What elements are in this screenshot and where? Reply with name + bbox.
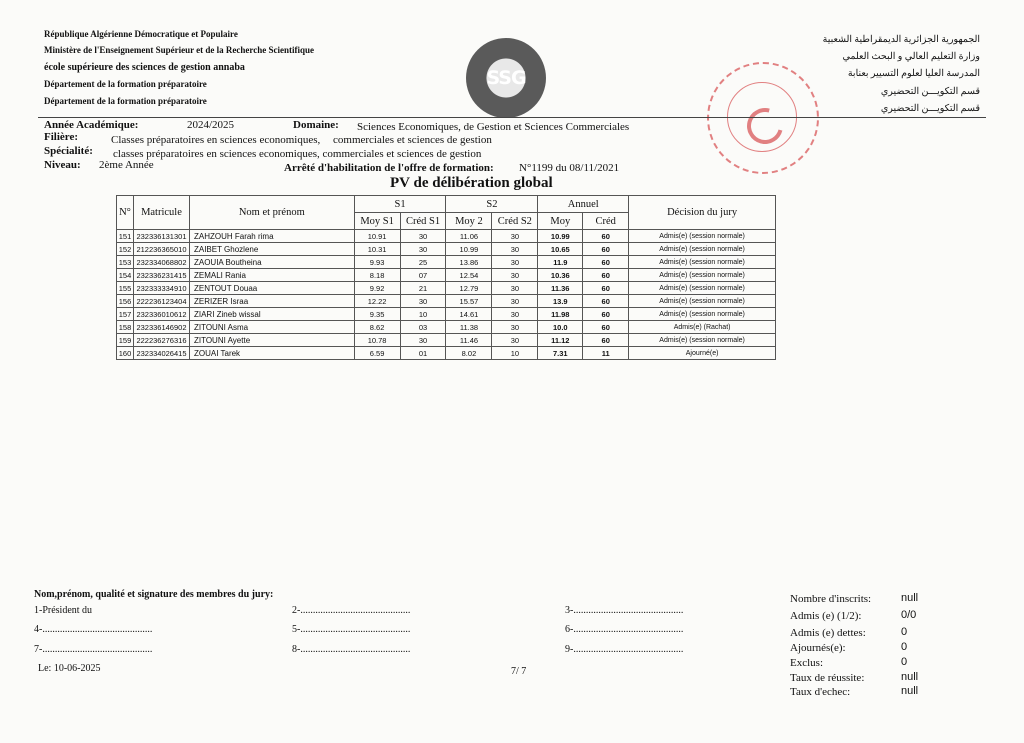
stat-value: null (901, 671, 919, 683)
cell-cred-s2: 30 (492, 230, 538, 243)
cell-moy-2: 11.38 (446, 321, 492, 334)
cell-name: ZAIBET Ghozlene (189, 243, 354, 256)
official-stamp (707, 62, 819, 174)
table-row (117, 243, 776, 256)
domaine-label: Domaine: (293, 119, 339, 131)
cell-moy-s1: 10.91 (354, 230, 400, 243)
cell-moy-2: 11.46 (446, 334, 492, 347)
table-body (117, 230, 776, 360)
cell-cred-s1: 03 (400, 321, 446, 334)
col-moy-s1: Moy S1 (354, 213, 400, 230)
cell-moy: 11.12 (538, 334, 583, 347)
domaine-value: Sciences Economiques, de Gestion et Sciences Commerciales (357, 121, 630, 133)
cell-moy: 13.9 (538, 295, 583, 308)
table-row (117, 347, 776, 360)
stat-label: Admis (e) (1/2): (790, 610, 862, 622)
cell-matricule: 222236123404 (133, 295, 189, 308)
cell-num: 152 (117, 243, 134, 256)
cell-moy: 10.65 (538, 243, 583, 256)
stat-value: null (901, 685, 919, 697)
cell-moy-s1: 9.93 (354, 256, 400, 269)
header-divider (38, 117, 986, 118)
cell-cred-s2: 30 (492, 243, 538, 256)
cell-cred: 60 (583, 334, 629, 347)
header-department-2: Département de la formation préparatoire (44, 96, 207, 106)
stat-label: Taux de réussite: (790, 672, 865, 684)
jury-member-8: 8-............................................ (292, 644, 411, 655)
page-number: 7/ 7 (511, 666, 527, 677)
cell-cred-s1: 21 (400, 282, 446, 295)
cell-num: 160 (117, 347, 134, 360)
jury-member-1: 1-Président du (34, 605, 93, 616)
cell-cred: 60 (583, 230, 629, 243)
cell-matricule: 232336010612 (133, 308, 189, 321)
jury-member-4: 4-............................................ (34, 624, 153, 635)
cell-cred-s2: 30 (492, 282, 538, 295)
table-row (117, 282, 776, 295)
cell-moy-2: 14.61 (446, 308, 492, 321)
cell-cred-s1: 10 (400, 308, 446, 321)
cell-name: ZENTOUT Douaa (189, 282, 354, 295)
table-row (117, 334, 776, 347)
cell-moy: 11.98 (538, 308, 583, 321)
stat-label: Admis (e) dettes: (790, 627, 866, 639)
jury-member-7: 7-............................................ (34, 644, 153, 655)
cell-num: 151 (117, 230, 134, 243)
cell-decision: Admis(e) (session normale) (629, 308, 776, 321)
domaine-continued: commerciales et sciences de gestion (333, 134, 492, 146)
cell-cred-s2: 30 (492, 334, 538, 347)
table-row (117, 295, 776, 308)
cell-decision: Admis(e) (session normale) (629, 256, 776, 269)
cell-matricule: 222236276316 (133, 334, 189, 347)
cell-name: ZEMALI Rania (189, 269, 354, 282)
cell-moy: 7.31 (538, 347, 583, 360)
stat-label: Exclus: (790, 657, 823, 669)
jury-title: Nom,prénom, qualité et signature des membres du jury: (34, 589, 274, 600)
cell-name: ZITOUNI Ayette (189, 334, 354, 347)
cell-cred-s1: 30 (400, 243, 446, 256)
stat-value: 0/0 (901, 609, 917, 621)
cell-decision: Admis(e) (Rachat) (629, 321, 776, 334)
col-cred: Créd (583, 213, 629, 230)
cell-moy-2: 15.57 (446, 295, 492, 308)
cell-cred-s2: 10 (492, 347, 538, 360)
cell-cred-s2: 30 (492, 308, 538, 321)
col-decision: Décision du jury (629, 196, 776, 230)
header-republic-ar: الجمهورية الجزائرية الديمقراطية الشعبية (822, 35, 980, 45)
cell-num: 154 (117, 269, 134, 282)
specialite-label: Spécialité: (44, 145, 93, 157)
cell-moy-s1: 12.22 (354, 295, 400, 308)
cell-decision: Admis(e) (session normale) (629, 243, 776, 256)
header-ministry-ar: وزارة التعليم العالي و البحث العلمي (842, 52, 980, 62)
page-title: PV de délibération global (390, 175, 553, 191)
specialite-value: classes préparatoires en sciences economiques, commerciales et sciences de gestion (113, 148, 482, 160)
table-row (117, 256, 776, 269)
col-s1: S1 (354, 196, 446, 213)
table-row (117, 230, 776, 243)
stat-value: 0 (901, 641, 908, 653)
cell-moy-2: 11.06 (446, 230, 492, 243)
niveau-value: 2ème Année (99, 159, 154, 171)
jury-member-5: 5-............................................ (292, 624, 411, 635)
annee-label: Année Académique: (44, 119, 139, 131)
cell-cred: 11 (583, 347, 629, 360)
table-row (117, 308, 776, 321)
deliberation-table (116, 195, 776, 360)
cell-decision: Ajourné(e) (629, 347, 776, 360)
cell-cred: 60 (583, 295, 629, 308)
cell-cred: 60 (583, 282, 629, 295)
jury-member-6: 6-............................................ (565, 624, 684, 635)
document-date: Le: 10-06-2025 (38, 663, 101, 674)
cell-cred-s2: 30 (492, 321, 538, 334)
cell-num: 153 (117, 256, 134, 269)
cell-decision: Admis(e) (session normale) (629, 230, 776, 243)
cell-moy: 10.36 (538, 269, 583, 282)
header-department-ar: قسم التكويـــن التحضيري (880, 87, 980, 97)
cell-cred-s1: 30 (400, 295, 446, 308)
filiere-value: Classes préparatoires en sciences economiques, (111, 134, 321, 146)
school-logo (466, 38, 546, 118)
header-ministry: Ministère de l'Enseignement Supérieur et de la Recherche Scientifique (44, 45, 314, 55)
cell-name: ZIARI Zineb wissal (189, 308, 354, 321)
stat-value: null (901, 592, 919, 604)
cell-moy-2: 12.54 (446, 269, 492, 282)
cell-decision: Admis(e) (session normale) (629, 334, 776, 347)
cell-moy-s1: 9.35 (354, 308, 400, 321)
cell-name: ZOUAI Tarek (189, 347, 354, 360)
col-moy: Moy (538, 213, 583, 230)
cell-cred-s2: 30 (492, 256, 538, 269)
cell-matricule: 232334026415 (133, 347, 189, 360)
cell-moy-2: 8.02 (446, 347, 492, 360)
cell-num: 155 (117, 282, 134, 295)
jury-member-9: 9-............................................ (565, 644, 684, 655)
cell-matricule: 232336131301 (133, 230, 189, 243)
cell-moy-s1: 9.92 (354, 282, 400, 295)
cell-moy-s1: 6.59 (354, 347, 400, 360)
cell-matricule: 232334068802 (133, 256, 189, 269)
cell-cred: 60 (583, 243, 629, 256)
cell-decision: Admis(e) (session normale) (629, 269, 776, 282)
cell-name: ZAHZOUH Farah rima (189, 230, 354, 243)
col-cred-s2: Créd S2 (492, 213, 538, 230)
stat-label: Taux d'echec: (790, 686, 851, 698)
cell-name: ZITOUNI Asma (189, 321, 354, 334)
cell-moy-2: 13.86 (446, 256, 492, 269)
cell-num: 158 (117, 321, 134, 334)
col-cred-s1: Créd S1 (400, 213, 446, 230)
table-row (117, 269, 776, 282)
col-nom: Nom et prénom (189, 196, 354, 230)
cell-num: 157 (117, 308, 134, 321)
table-row (117, 321, 776, 334)
cell-cred-s1: 07 (400, 269, 446, 282)
cell-cred: 60 (583, 308, 629, 321)
cell-cred: 60 (583, 321, 629, 334)
col-s2: S2 (446, 196, 538, 213)
cell-name: ZERIZER Israa (189, 295, 354, 308)
cell-cred-s2: 30 (492, 295, 538, 308)
jury-member-3: 3-............................................ (565, 605, 684, 616)
arrete-value: N°1199 du 08/11/2021 (519, 162, 620, 174)
jury-member-2: 2-............................................ (292, 605, 411, 616)
cell-cred-s1: 25 (400, 256, 446, 269)
cell-moy-s1: 8.62 (354, 321, 400, 334)
cell-num: 156 (117, 295, 134, 308)
stat-label: Ajournés(e): (790, 642, 846, 654)
arrete-label: Arrêté d'habilitation de l'offre de formation: (284, 162, 494, 174)
cell-cred: 60 (583, 269, 629, 282)
cell-cred-s2: 30 (492, 269, 538, 282)
cell-matricule: 232336231415 (133, 269, 189, 282)
cell-moy-s1: 10.78 (354, 334, 400, 347)
stat-value: 0 (901, 656, 908, 668)
header-republic: République Algérienne Démocratique et Populaire (44, 29, 238, 39)
filiere-label: Filière: (44, 131, 78, 143)
cell-num: 159 (117, 334, 134, 347)
cell-moy: 11.36 (538, 282, 583, 295)
cell-decision: Admis(e) (session normale) (629, 282, 776, 295)
col-num: N° (117, 196, 134, 230)
cell-name: ZAOUIA Boutheina (189, 256, 354, 269)
header-school-ar: المدرسة العليا لعلوم التسيير بعنابة (847, 69, 980, 79)
cell-matricule: 232333334910 (133, 282, 189, 295)
stat-value: 0 (901, 626, 908, 638)
col-moy-2: Moy 2 (446, 213, 492, 230)
cell-moy-2: 12.79 (446, 282, 492, 295)
cell-cred-s1: 30 (400, 230, 446, 243)
col-annuel: Annuel (538, 196, 629, 213)
cell-cred: 60 (583, 256, 629, 269)
school-logo-text: SSG (486, 67, 526, 89)
cell-moy: 10.0 (538, 321, 583, 334)
cell-decision: Admis(e) (session normale) (629, 295, 776, 308)
cell-matricule: 212236365010 (133, 243, 189, 256)
cell-moy: 10.99 (538, 230, 583, 243)
cell-matricule: 232336146902 (133, 321, 189, 334)
cell-cred-s1: 01 (400, 347, 446, 360)
header-school: école supérieure des sciences de gestion annaba (44, 62, 245, 73)
niveau-label: Niveau: (44, 159, 81, 171)
header-department-ar-2: قسم التكويـــن التحضيري (880, 104, 980, 114)
cell-moy-2: 10.99 (446, 243, 492, 256)
annee-value: 2024/2025 (187, 119, 235, 131)
cell-cred-s1: 30 (400, 334, 446, 347)
col-matricule: Matricule (133, 196, 189, 230)
cell-moy-s1: 8.18 (354, 269, 400, 282)
cell-moy: 11.9 (538, 256, 583, 269)
header-department: Département de la formation préparatoire (44, 79, 207, 89)
cell-moy-s1: 10.31 (354, 243, 400, 256)
stat-label: Nombre d'inscrits: (790, 593, 872, 605)
